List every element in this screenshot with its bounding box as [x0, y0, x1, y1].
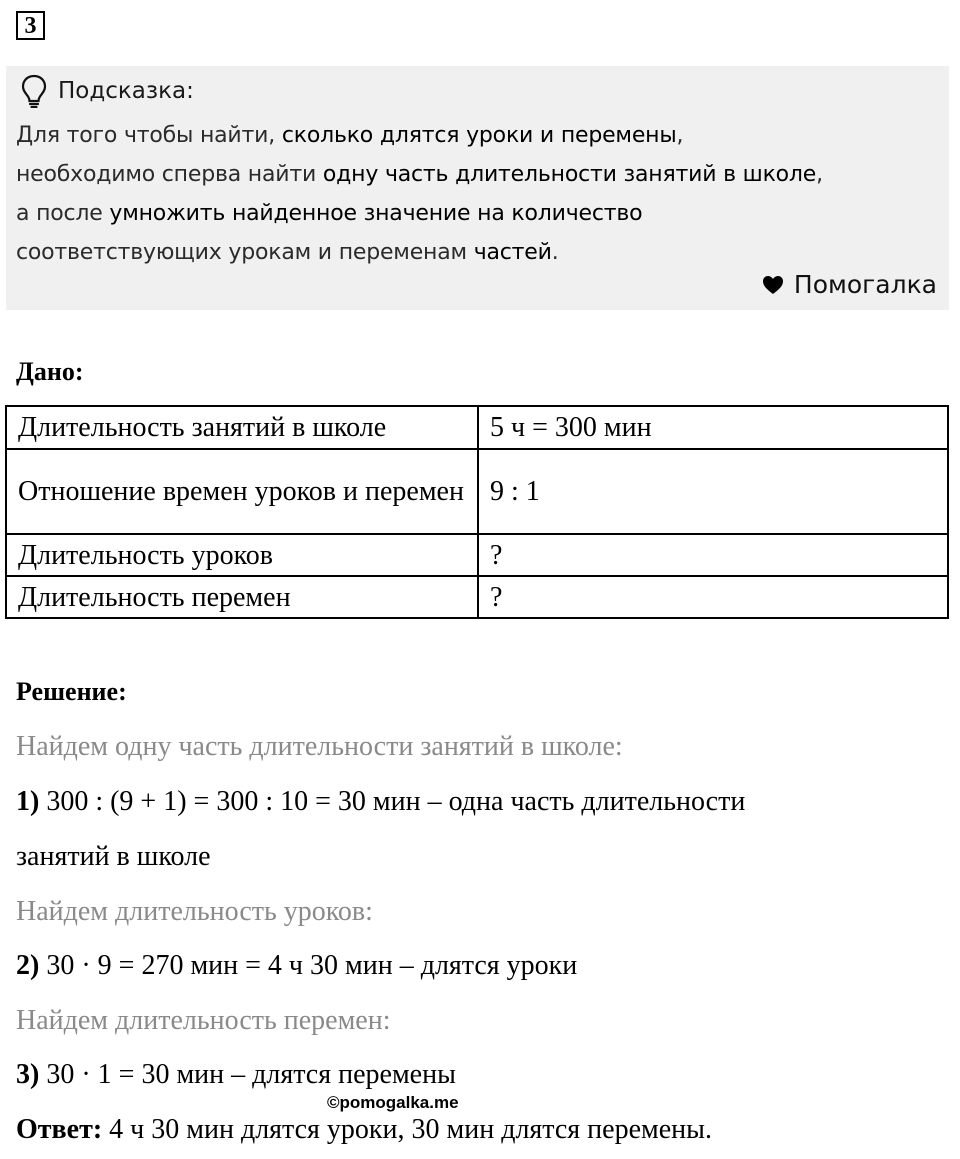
row-value: ?	[478, 534, 948, 576]
row-value: 9 : 1	[478, 449, 948, 534]
solution-step-1: 1) 300 : (9 + 1) = 300 : 10 = 30 мин – одна часть длительности	[16, 786, 746, 817]
task-number-badge: 3	[16, 11, 45, 40]
hint-title: Подсказка:	[58, 78, 194, 104]
solution-heading: Решение:	[16, 677, 127, 706]
solution-note-2: Найдем длительность уроков:	[16, 896, 373, 927]
watermark: ©pomogalka.me	[327, 1093, 459, 1112]
table-row	[6, 449, 948, 534]
table-row	[6, 576, 948, 618]
hint-header	[20, 74, 194, 108]
table-row	[6, 534, 948, 576]
table-row	[6, 406, 948, 449]
hint-line-1: Для того чтобы найти, сколько длятся уроки и перемены,	[16, 123, 684, 148]
hint-line-3: а после умножить найденное значение на количество	[16, 201, 643, 226]
answer: Ответ: 4 ч 30 мин длятся уроки, 30 мин длятся перемены.	[16, 1114, 712, 1145]
lightbulb-icon	[20, 74, 48, 108]
hint-line-2: необходимо сперва найти одну часть длительности занятий в школе,	[16, 162, 823, 187]
heart-icon	[762, 275, 784, 295]
solution-step-3: 3) 30 · 1 = 30 мин – длятся перемены	[16, 1059, 456, 1090]
solution-note-3: Найдем длительность перемен:	[16, 1005, 391, 1036]
solution-step-1-continued: занятий в школе	[16, 841, 211, 872]
solution-note-1: Найдем одну часть длительности занятий в школе:	[16, 731, 623, 762]
row-label: Длительность уроков	[6, 534, 478, 576]
hint-text	[16, 116, 941, 272]
row-value: ?	[478, 576, 948, 618]
hint-box	[6, 66, 949, 310]
given-table	[5, 405, 949, 619]
brand-name: Помогалка	[793, 270, 937, 299]
solution-step-2: 2) 30 · 9 = 270 мин = 4 ч 30 мин – длятся уроки	[16, 950, 578, 981]
row-label: Длительность занятий в школе	[6, 406, 478, 449]
brand-label	[762, 270, 937, 299]
hint-line-4: соответствующих урокам и переменам частей.	[16, 240, 559, 265]
given-heading: Дано:	[16, 357, 84, 386]
row-label: Отношение времен уроков и перемен	[6, 449, 478, 534]
row-value: 5 ч = 300 мин	[478, 406, 948, 449]
row-label: Длительность перемен	[6, 576, 478, 618]
